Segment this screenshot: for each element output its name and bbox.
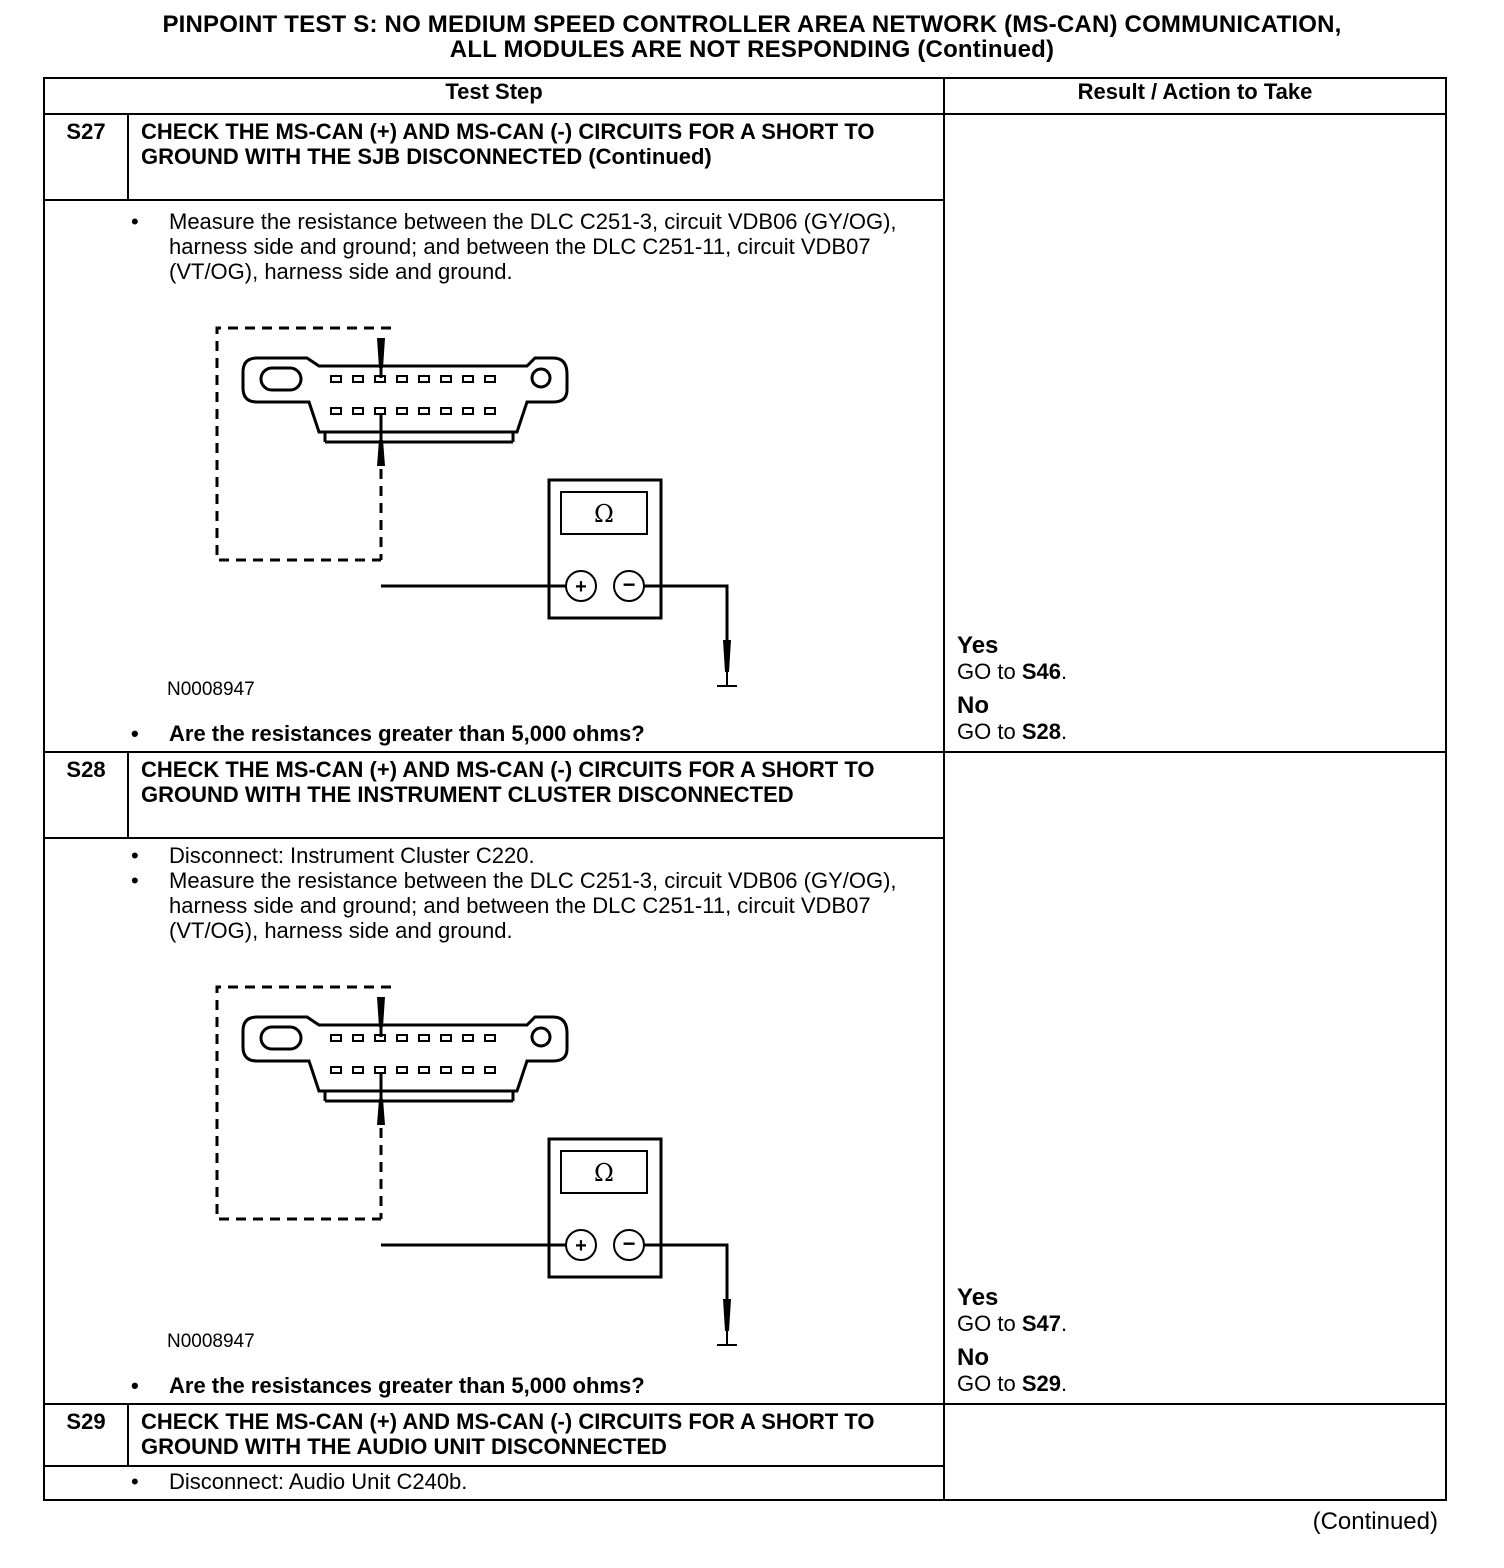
yes-action: GO to S46. <box>957 659 1068 684</box>
ground-symbol <box>717 1299 737 1349</box>
no-label: No <box>957 692 990 719</box>
bullet-item: • Measure the resistance between the DLC C251-3, circuit VDB06 (GY/OG), harness side and ground; and between the DLC C251-11, circuit VDB07 (VT/OG), harness side and ground. <box>131 209 897 284</box>
ohm-symbol: Ω <box>594 500 614 528</box>
svg-text:−: − <box>622 572 636 597</box>
step-title: CHECK THE MS-CAN (+) AND MS-CAN (-) CIRCUITS FOR A SHORT TO GROUND WITH THE SJB DISCONNECTED (Continued) <box>128 114 944 200</box>
col-header-result: Result / Action to Take <box>944 78 1446 114</box>
no-label: No <box>957 1344 990 1371</box>
bullet-item: • Disconnect: Instrument Cluster C220. <box>131 843 535 868</box>
no-action: GO to S29. <box>957 1371 1068 1396</box>
yes-action: GO to S47. <box>957 1311 1068 1336</box>
yes-label: Yes <box>957 1284 999 1311</box>
step-id: S29 <box>44 1404 128 1466</box>
step-s27-result <box>944 114 1446 752</box>
step-id: S27 <box>44 114 128 200</box>
step-body <box>44 200 944 752</box>
pinpoint-table <box>43 77 1447 1501</box>
result-block <box>957 1285 1067 1397</box>
step-s27-title-row <box>44 114 1446 200</box>
page-title <box>0 12 1504 62</box>
step-s28-result <box>944 752 1446 1404</box>
continued-note: (Continued) <box>1312 1508 1438 1535</box>
yes-target: S46 <box>1021 659 1061 684</box>
svg-text:+: + <box>575 576 587 598</box>
step-s29-title-row <box>44 1404 1446 1466</box>
step-s28-title-row <box>44 752 1446 838</box>
result-block <box>957 633 1067 745</box>
title-line-1: PINPOINT TEST S: NO MEDIUM SPEED CONTROLLER AREA NETWORK (MS-CAN) COMMUNICATION, <box>162 11 1342 38</box>
step-body <box>44 838 944 1404</box>
question: • Are the resistances greater than 5,000 ohms? <box>131 721 645 746</box>
ohmmeter <box>549 1139 661 1277</box>
step-id: S28 <box>44 752 128 838</box>
dlc-connector <box>243 1017 567 1101</box>
header-row <box>44 78 1446 114</box>
ground-symbol <box>717 640 737 690</box>
dlc-connector <box>243 358 567 442</box>
dlc-resistance-diagram <box>57 949 857 1349</box>
yes-target: S47 <box>1021 1311 1061 1336</box>
svg-text:−: − <box>622 1231 636 1256</box>
ohm-symbol: Ω <box>594 1159 614 1187</box>
figure-id: N0008947 <box>167 679 255 700</box>
yes-label: Yes <box>957 632 999 659</box>
step-s29-result <box>944 1404 1446 1500</box>
dlc-resistance-diagram <box>57 290 857 690</box>
bullet-item: • Disconnect: Audio Unit C240b. <box>131 1469 468 1494</box>
svg-text:+: + <box>575 1235 587 1257</box>
no-target: S29 <box>1021 1371 1061 1396</box>
ohmmeter <box>549 480 661 618</box>
step-body <box>44 1466 944 1500</box>
title-line-2: ALL MODULES ARE NOT RESPONDING (Continued) <box>449 36 1055 63</box>
step-title: CHECK THE MS-CAN (+) AND MS-CAN (-) CIRCUITS FOR A SHORT TO GROUND WITH THE INSTRUMENT CLUSTER DISCONNECTED <box>128 752 944 838</box>
bullet-item: • Measure the resistance between the DLC C251-3, circuit VDB06 (GY/OG), harness side and ground; and between the DLC C251-11, circuit VDB07 (VT/OG), harness side and ground. <box>131 868 897 943</box>
col-header-test-step: Test Step <box>44 78 944 114</box>
question: • Are the resistances greater than 5,000 ohms? <box>131 1373 645 1398</box>
no-action: GO to S28. <box>957 719 1068 744</box>
step-title: CHECK THE MS-CAN (+) AND MS-CAN (-) CIRCUITS FOR A SHORT TO GROUND WITH THE AUDIO UNIT DISCONNECTED <box>128 1404 944 1466</box>
no-target: S28 <box>1021 719 1061 744</box>
figure-id: N0008947 <box>167 1331 255 1352</box>
